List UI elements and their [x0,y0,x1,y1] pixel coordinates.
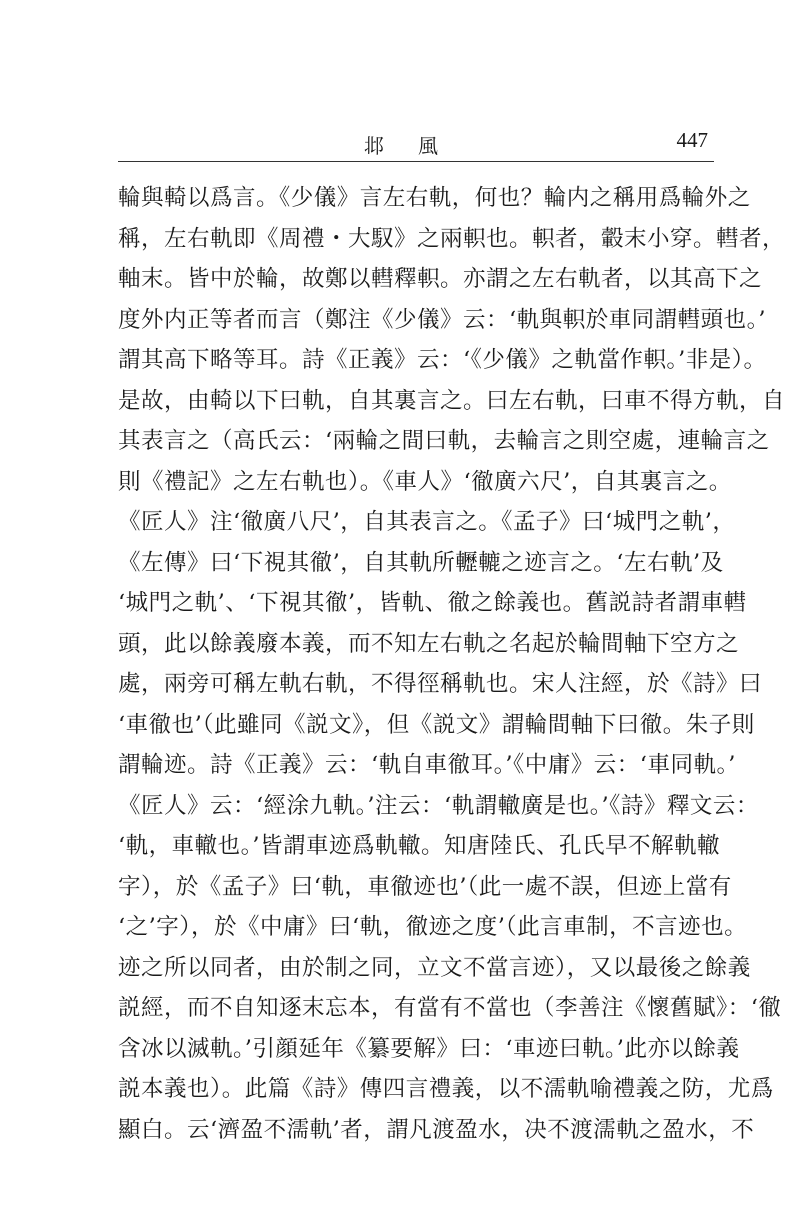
page-number: 447 [676,128,708,152]
text-line: 謂其高下略等耳。詩《正義》云：‘《少儀》之軌當作軹。’非是）。 [118,347,767,373]
text-line: ‘軌，車轍也。’皆謂車迹爲軌轍。知唐陸氏、孔氏早不解軌轍 [118,833,721,859]
running-title: 邶風 [364,134,472,158]
text-line: 顯白。云‘濟盈不濡軌’者，謂凡渡盈水，决不渡濡軌之盈水，不 [118,1116,755,1143]
text-line: 字），於《孟子》曰‘軌，車徹迹也’（此一處不誤，但迹上當有 [118,873,732,900]
text-line: 《匠人》注‘徹廣八尺’，自其表言之。《孟子》曰‘城門之軌’， [118,509,736,535]
page-header [118,128,718,158]
text-line: 謂輪迹。詩《正義》云：‘軌自車徹耳。’《中庸》云：‘車同軌。’ [118,752,736,778]
text-line: 是故，由輢以下曰軌，自其裏言之。曰左右軌，曰車不得方軌，自 [118,387,786,414]
text-line: 軸末。皆中於輪，故鄭以轊釋軹。亦謂之左右軌者，以其高下之 [118,266,763,292]
text-line: 其表言之（高氏云：‘兩輪之間曰軌，去輪言之則空處，連輪言之 [118,428,770,454]
text-line: ‘城門之軌’、‘下視其徹’，皆軌、徹之餘義也。舊説詩者謂車轊 [118,590,747,616]
text-line: 含冰以滅軌。’引顔延年《纂要解》曰：‘車迹曰軌。’此亦以餘義 [118,1035,740,1062]
text-line: 度外内正等者而言（鄭注《少儀》云：‘軌與軹於車同謂轊頭也。’ [118,306,767,333]
text-line: ‘車徹也’（此雖同《説文》，但《説文》謂輪間軸下曰徹。朱子則 [118,711,755,738]
text-line: ‘之’字），於《中庸》曰‘軌，徹迹之度’（此言車制，不言迹也。 [118,914,748,940]
text-line: 輪與輢以爲言。《少儀》言左右軌，何也？輪内之稱用爲輪外之 [118,185,751,211]
body-text [118,178,786,1150]
text-line: 則《禮記》之左右軌也）。《車人》‘徹廣六尺’，自其裏言之。 [118,468,732,495]
text-line: 説本義也）。此篇《詩》傳四言禮義，以不濡軌喻禮義之防，尤爲 [118,1076,774,1102]
text-line: 稱，左右軌即《周禮・大馭》之兩軹也。軹者，轂末小穿。轊者， [118,225,786,252]
text-line: 處，兩旁可稱左軌右軌，不得徑稱軌也。宋人注經，於《詩》曰 [118,671,763,697]
header-rule [118,161,714,162]
text-line: 頭，此以餘義廢本義，而不知左右軌之名起於輪間軸下空方之 [118,630,740,657]
text-line: 迹之所以同者，由於制之同，立文不當言迹），又以最後之餘義 [118,954,751,981]
text-line: 《左傳》曰‘下視其徹’，自其軌所轣轆之迹言之。‘左右軌’及 [118,549,724,576]
text-line: 説經，而不自知逐末忘本，有當有不當也（李善注《懷舊賦》：‘徹 [118,995,782,1021]
text-line: 《匠人》云：‘經涂九軌。’注云：‘軌謂轍廣是也。’《詩》釋文云： [118,792,759,819]
